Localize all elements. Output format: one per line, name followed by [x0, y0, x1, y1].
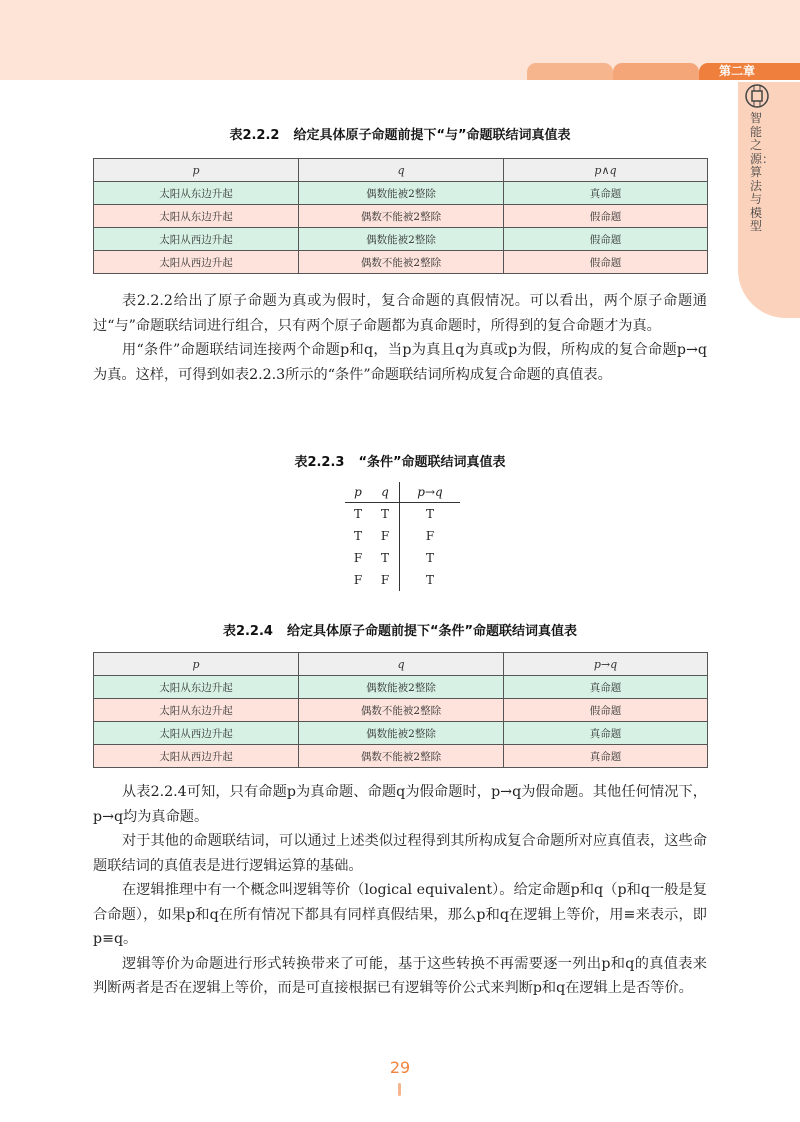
book-title: 智能之源：算法与模型	[750, 111, 775, 233]
column-header: p	[345, 482, 371, 503]
table-cell: F	[425, 529, 435, 543]
table-row	[94, 228, 708, 251]
paragraph: 用“条件”命题联结词连接两个命题p和q，当p为真且q为真或p为假，所构成的复合命题p→q为真。这样，可得到如表2.2.3所示的“条件”命题联结词所构成复合命题的真值表。	[93, 342, 707, 383]
table-cell: 太阳从东边升起	[94, 699, 299, 722]
table-caption	[0, 124, 800, 143]
paragraph: 从表2.2.4可知，只有命题p为真命题、命题q为假命题时，p→q为假命题。其他任何情况下，p→q均为真命题。	[93, 784, 707, 825]
truth-table-conditional	[345, 482, 460, 591]
table-caption	[0, 451, 800, 470]
body-text-block	[93, 780, 707, 1001]
table-row	[94, 745, 708, 768]
table-cell: 偶数能被2整除	[299, 228, 504, 251]
table-cell: 偶数不能被2整除	[299, 251, 504, 274]
column-header: q	[299, 653, 504, 676]
table-row	[345, 525, 460, 547]
table-cell: T	[371, 547, 400, 569]
table-row	[345, 547, 460, 569]
body-text-block	[93, 289, 707, 387]
table-number: 表2.2.4	[222, 624, 273, 639]
table-cell: F	[353, 573, 363, 587]
table-row	[94, 251, 708, 274]
table-cell: 假命题	[504, 699, 708, 722]
table-cell: 太阳从东边升起	[94, 182, 299, 205]
table-cell: 偶数不能被2整除	[299, 205, 504, 228]
table-row	[94, 676, 708, 699]
header-tab-decoration	[613, 63, 699, 80]
table-cell: 太阳从东边升起	[94, 205, 299, 228]
column-header: p→q	[504, 653, 708, 676]
table-caption	[0, 620, 800, 639]
table-cell: 假命题	[504, 228, 708, 251]
header-tab-decoration	[527, 63, 613, 80]
table-row	[94, 699, 708, 722]
column-header: p	[94, 653, 299, 676]
table-row	[345, 569, 460, 591]
table-cell: 偶数不能被2整除	[299, 699, 504, 722]
truth-table-conditional-example	[93, 652, 708, 768]
column-header: q	[299, 159, 504, 182]
table-cell: T	[425, 551, 434, 565]
column-header: q	[371, 482, 400, 503]
table-cell: 太阳从西边升起	[94, 745, 299, 768]
table-cell: 偶数能被2整除	[299, 676, 504, 699]
column-header: p→q	[400, 482, 461, 503]
paragraph: 表2.2.2给出了原子命题为真或为假时，复合命题的真假情况。可以看出，两个原子命题通过“与”命题联结词进行组合，只有两个原子命题都为真命题时，所得到的复合命题才为真。	[93, 293, 707, 334]
side-decoration	[738, 82, 800, 318]
table-title: “条件”命题联结词真值表	[358, 455, 506, 470]
table-cell: 太阳从西边升起	[94, 722, 299, 745]
page-marker	[398, 1083, 401, 1096]
table-cell: 假命题	[504, 251, 708, 274]
table-cell: T	[353, 529, 362, 543]
table-row	[94, 205, 708, 228]
table-row	[94, 182, 708, 205]
paragraph: 对于其他的命题联结词，可以通过上述类似过程得到其所构成复合命题所对应真值表，这些命题联结词的真值表是进行逻辑运算的基础。	[93, 833, 707, 874]
table-title: 给定具体原子命题前提下“条件”命题联结词真值表	[286, 624, 578, 639]
table-cell: 真命题	[504, 722, 708, 745]
table-cell: 偶数能被2整除	[299, 722, 504, 745]
table-cell: F	[353, 551, 363, 565]
page-number: 29	[389, 1058, 411, 1077]
paragraph: 在逻辑推理中有一个概念叫逻辑等价（logical equivalent）。给定命题p和q（p和q一般是复合命题），如果p和q在所有情况下都具有同样真假结果，那么p和q在逻辑上等价，用≡来表示，即p≡q。	[93, 882, 707, 947]
truth-table-and	[93, 158, 708, 274]
table-number: 表2.2.3	[294, 455, 345, 470]
table-cell: T	[353, 507, 362, 521]
table-cell: T	[425, 507, 434, 521]
paragraph: 逻辑等价为命题进行形式转换带来了可能，基于这些转换不再需要逐一列出p和q的真值表来判断两者是否在逻辑上等价，而是可直接根据已有逻辑等价公式来判断p和q在逻辑上是否等价。	[93, 955, 707, 996]
column-header: p	[94, 159, 299, 182]
table-cell: 假命题	[504, 205, 708, 228]
table-cell: 真命题	[504, 182, 708, 205]
table-cell: 太阳从东边升起	[94, 676, 299, 699]
table-number: 表2.2.2	[229, 128, 280, 143]
table-cell: T	[371, 503, 400, 526]
table-title: 给定具体原子命题前提下“与”命题联结词真值表	[293, 128, 571, 143]
chapter-tab: 第二章	[699, 63, 800, 80]
column-header: p∧q	[504, 159, 708, 182]
table-cell: 真命题	[504, 745, 708, 768]
table-row	[345, 503, 460, 526]
table-cell: F	[371, 569, 400, 591]
table-cell: 太阳从西边升起	[94, 251, 299, 274]
table-row	[94, 722, 708, 745]
table-cell: 太阳从西边升起	[94, 228, 299, 251]
chip-brain-icon	[744, 83, 770, 109]
table-cell: 偶数不能被2整除	[299, 745, 504, 768]
table-cell: 真命题	[504, 676, 708, 699]
table-cell: F	[371, 525, 400, 547]
table-cell: 偶数能被2整除	[299, 182, 504, 205]
table-cell: T	[425, 573, 434, 587]
